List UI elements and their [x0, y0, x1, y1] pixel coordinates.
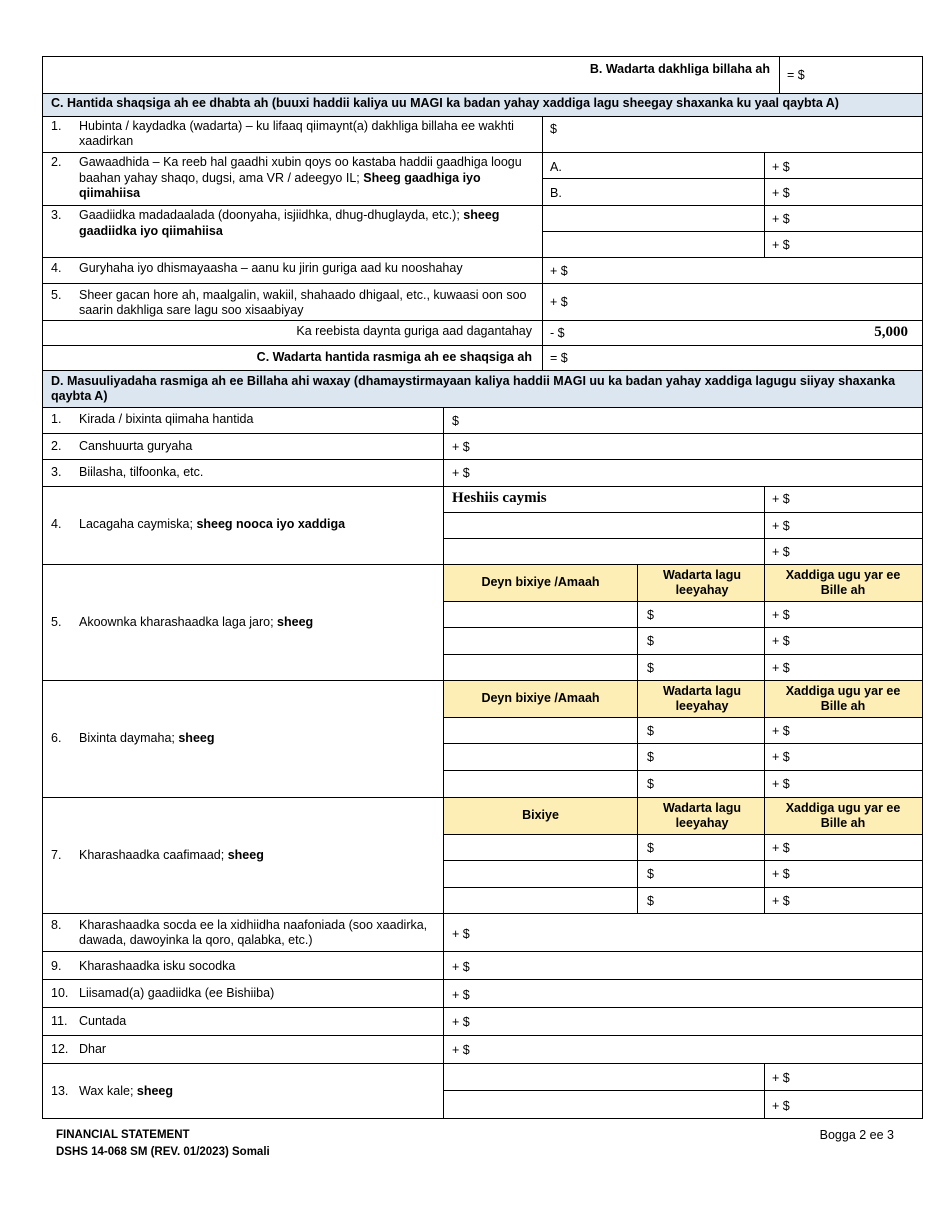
- c-row2-label: Gawaadhida – Ka reeb hal gaadhi xubin qoys oo kastaba haddii gaadhiga loogu baahan yahay shaqo, dugsi, ama VR / adeegyo IL; Sheeg gaadhiga iyo qiimahiisa: [79, 155, 522, 200]
- c-total-value[interactable]: = $: [550, 351, 568, 365]
- c-row3-value-2[interactable]: + $: [772, 238, 790, 252]
- d-r6-total-2[interactable]: $: [647, 750, 654, 764]
- d-r5-label: Akoownka kharashaadka laga jaro; sheeg: [79, 615, 314, 629]
- d-r5-total-2[interactable]: $: [647, 634, 654, 648]
- section-b-value[interactable]: = $: [787, 68, 805, 82]
- d-r11-label: Cuntada: [79, 1014, 127, 1028]
- d-r13-num: 13.: [51, 1084, 69, 1098]
- d-r5-min-3[interactable]: + $: [772, 661, 790, 675]
- c-deduct-amount: 5,000: [874, 324, 908, 340]
- d-r7-total-2[interactable]: $: [647, 867, 654, 881]
- footer-title: FINANCIAL STATEMENT: [56, 1129, 190, 1141]
- d-r5-min-2[interactable]: + $: [772, 634, 790, 648]
- d-r13-value-1[interactable]: + $: [772, 1071, 790, 1085]
- d-r10-num: 10.: [51, 986, 69, 1000]
- d-r7-num: 7.: [51, 848, 62, 862]
- d-r7-min-3[interactable]: + $: [772, 894, 790, 908]
- d-r6-col-total: Wadarta lagu leeyahay: [662, 684, 742, 713]
- d-r12-label: Dhar: [79, 1042, 107, 1056]
- c-row3-label: Gaadiidka madadaalada (doonyaha, isjiidhka, dhug-dhuglayda, etc.); sheeg gaadiidka iyo qiimahiisa: [79, 208, 500, 238]
- d-r5-min-1[interactable]: + $: [772, 608, 790, 622]
- d-r5-total-3[interactable]: $: [647, 661, 654, 675]
- c-total-label: C. Wadarta hantida rasmiga ah ee shaqsiga ah: [256, 350, 532, 364]
- c-row5-label: Sheer gacan hore ah, maalgalin, wakiil, shahaado dhigaal, etc., kuwaasi oon soo saarin dakhliga sare lagu soo xisaabiyay: [79, 288, 527, 317]
- d-r6-col-creditor: Deyn bixiye /Amaah: [481, 691, 600, 705]
- c-row2-b-value[interactable]: + $: [772, 186, 790, 200]
- d-r7-min-1[interactable]: + $: [772, 841, 790, 855]
- d-r4-value-2[interactable]: + $: [772, 519, 790, 533]
- d-r7-col-min: Xaddiga ugu yar ee Bille ah: [785, 801, 901, 830]
- d-r12-value[interactable]: + $: [452, 1043, 470, 1057]
- d-r7-total-3[interactable]: $: [647, 894, 654, 908]
- d-r1-label: Kirada / bixinta qiimaha hantida: [79, 412, 254, 426]
- d-r4-value-3[interactable]: + $: [772, 545, 790, 559]
- d-r4-entry[interactable]: Heshiis caymis: [452, 490, 547, 506]
- d-r9-num: 9.: [51, 959, 62, 973]
- d-r8-num: 8.: [51, 918, 62, 932]
- c-row3-value-1[interactable]: + $: [772, 212, 790, 226]
- d-r6-min-3[interactable]: + $: [772, 777, 790, 791]
- section-c-header: C. Hantida shaqsiga ah ee dhabta ah (buuxi haddii kaliya uu MAGI ka badan yahay xaddiga lagu sheegay shaxanka ku yaal qaybta A): [51, 96, 839, 110]
- d-r7-label: Kharashaadka caafimaad; sheeg: [79, 848, 264, 862]
- c-row3-num: 3.: [51, 208, 62, 222]
- c-row1-label: Hubinta / kaydadka (wadarta) – ku lifaaq qiimaynt(a) dakhliga billaha ee wakhti xaadirkan: [79, 119, 514, 148]
- d-r6-col-min: Xaddiga ugu yar ee Bille ah: [785, 684, 901, 713]
- d-r6-min-2[interactable]: + $: [772, 750, 790, 764]
- d-r3-value[interactable]: + $: [452, 466, 470, 480]
- c-row4-num: 4.: [51, 261, 62, 275]
- c-row1-value[interactable]: $: [550, 122, 557, 136]
- footer-page-number: Bogga 2 ee 3: [819, 1128, 894, 1142]
- section-d-header: D. Masuuliyadaha rasmiga ah ee Billaha ahi waxay (dhamaystirmayaan kaliya haddii MAGI uu ka badan yahay xaddiga lagugu siiyay shaxanka qaybta A): [51, 374, 896, 403]
- d-r10-label: Liisamad(a) gaadiidka (ee Bishiiba): [79, 986, 275, 1000]
- c-row2-a-value[interactable]: + $: [772, 160, 790, 174]
- d-r7-col-total: Wadarta lagu leeyahay: [662, 801, 742, 830]
- d-r6-label: Bixinta daymaha; sheeg: [79, 731, 215, 745]
- d-r5-col-min: Xaddiga ugu yar ee Bille ah: [785, 568, 901, 597]
- d-r2-num: 2.: [51, 439, 62, 453]
- d-r6-total-3[interactable]: $: [647, 777, 654, 791]
- d-r5-total-1[interactable]: $: [647, 608, 654, 622]
- d-r1-value[interactable]: $: [452, 414, 459, 428]
- d-r2-label: Canshuurta guryaha: [79, 439, 193, 453]
- d-r7-col-payer: Bixiye: [522, 808, 559, 822]
- c-row4-value[interactable]: + $: [550, 264, 568, 278]
- d-r13-label: Wax kale; sheeg: [79, 1084, 174, 1098]
- c-row2-a: A.: [550, 160, 562, 174]
- d-r5-num: 5.: [51, 615, 62, 629]
- d-r11-num: 11.: [51, 1014, 68, 1028]
- d-r10-value[interactable]: + $: [452, 988, 470, 1002]
- c-deduct-sign: - $: [550, 326, 565, 340]
- d-r12-num: 12.: [51, 1042, 69, 1056]
- d-r6-min-1[interactable]: + $: [772, 724, 790, 738]
- section-b-label: B. Wadarta dakhliga billaha ah: [589, 62, 770, 76]
- d-r11-value[interactable]: + $: [452, 1015, 470, 1029]
- c-row5-num: 5.: [51, 288, 62, 302]
- c-row2-num: 2.: [51, 155, 62, 169]
- d-r2-value[interactable]: + $: [452, 440, 470, 454]
- d-r4-num: 4.: [51, 517, 62, 531]
- c-row4-label: Guryhaha iyo dhismayaasha – aanu ku jirin guriga aad ku nooshahay: [79, 261, 463, 275]
- c-row2-b: B.: [550, 186, 562, 200]
- d-r3-label: Biilasha, tilfoonka, etc.: [79, 465, 204, 479]
- c-deduct-label: Ka reebista daynta guriga aad dagantahay: [296, 324, 532, 338]
- d-r4-label: Lacagaha caymiska; sheeg nooca iyo xaddiga: [79, 517, 346, 531]
- d-r4-value-1[interactable]: + $: [772, 492, 790, 506]
- c-row5-value[interactable]: + $: [550, 295, 568, 309]
- d-r8-label: Kharashaadka socda ee la xidhiidha naafoniada (soo xaadirka, dawada, dawoyinka la qoro, qalabka, etc.): [79, 918, 428, 947]
- d-r5-col-total: Wadarta lagu leeyahay: [662, 568, 742, 597]
- d-r7-min-2[interactable]: + $: [772, 867, 790, 881]
- d-r5-col-creditor: Deyn bixiye /Amaah: [481, 575, 600, 589]
- d-r6-total-1[interactable]: $: [647, 724, 654, 738]
- c-row1-num: 1.: [51, 119, 62, 133]
- d-r6-num: 6.: [51, 731, 62, 745]
- d-r13-value-2[interactable]: + $: [772, 1099, 790, 1113]
- d-r3-num: 3.: [51, 465, 62, 479]
- d-r8-value[interactable]: + $: [452, 927, 470, 941]
- d-r7-total-1[interactable]: $: [647, 841, 654, 855]
- d-r1-num: 1.: [51, 412, 62, 426]
- d-r9-value[interactable]: + $: [452, 960, 470, 974]
- footer-form-number: DSHS 14-068 SM (REV. 01/2023) Somali: [56, 1146, 270, 1158]
- d-r9-label: Kharashaadka isku socodka: [79, 959, 236, 973]
